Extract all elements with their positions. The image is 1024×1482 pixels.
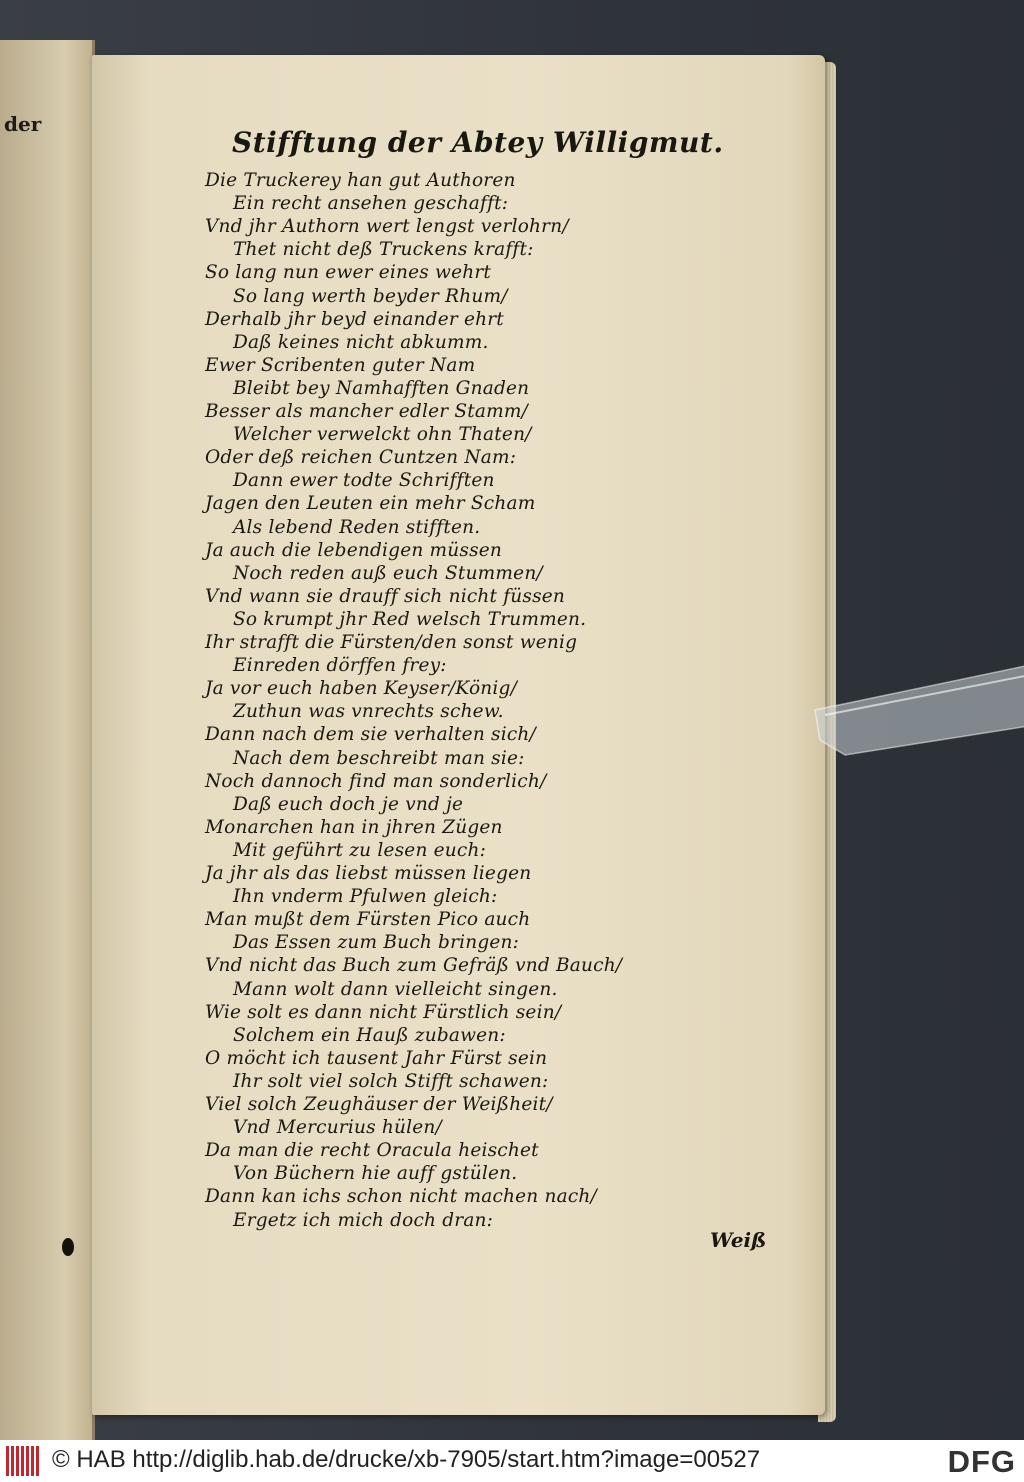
verse-line: So lang werth beyder Rhum/ bbox=[233, 285, 508, 307]
verse-line: Monarchen han in jhren Zügen bbox=[205, 816, 503, 838]
verse-line: Noch reden auß euch Stummen/ bbox=[233, 562, 543, 584]
ink-blot bbox=[62, 1238, 74, 1256]
verse-line: Ewer Scribenten guter Nam bbox=[205, 354, 476, 376]
barcode-icon bbox=[6, 1446, 40, 1476]
verse-line: Ja jhr als das liebst müssen liegen bbox=[205, 863, 532, 884]
verse-line: Ihn vnderm Pfulwen gleich: bbox=[233, 886, 498, 908]
verse-line: Welcher verwelckt ohn Thaten/ bbox=[233, 424, 532, 446]
verse-line: Bleibt bey Namhafften Gnaden bbox=[233, 377, 530, 399]
verse-line: Dann kan ichs schon nicht machen nach/ bbox=[205, 1186, 597, 1208]
verse-line: Als lebend Reden stifften. bbox=[233, 516, 481, 538]
verse-line: Die Truckerey han gut Authoren bbox=[205, 170, 516, 191]
catchword: Weiß bbox=[710, 1228, 767, 1252]
verse-line: Wie solt es dann nicht Fürstlich sein/ bbox=[205, 1001, 562, 1023]
verse-line: Man mußt dem Fürsten Pico auch bbox=[205, 909, 531, 931]
verse-line: Viel solch Zeughäuser der Weißheit/ bbox=[205, 1094, 553, 1115]
verse-line: Da man die recht Oracula heischet bbox=[205, 1140, 539, 1162]
verse-line: Von Büchern hie auff gstülen. bbox=[233, 1163, 518, 1185]
verse-line: Ihr solt viel solch Stifft schawen: bbox=[233, 1070, 549, 1092]
verse-line: Dann nach dem sie verhalten sich/ bbox=[205, 724, 536, 746]
verse-line: Einreden dörffen frey: bbox=[233, 655, 447, 677]
verse-line: Daß keines nicht abkumm. bbox=[233, 331, 489, 353]
verse-line: Ein recht ansehen geschafft: bbox=[233, 193, 509, 215]
verse-line: Vnd nicht das Buch zum Gefräß vnd Bauch/ bbox=[205, 955, 623, 977]
page-header: Stifftung der Abtey Willigmut. bbox=[232, 126, 724, 159]
copyright-link[interactable]: © HAB http://diglib.hab.de/drucke/xb-7905/start.htm?image=00527 bbox=[52, 1446, 761, 1473]
verse-line: Solchem ein Hauß zubawen: bbox=[233, 1024, 506, 1046]
verse-line: Nach dem beschreibt man sie: bbox=[233, 747, 525, 769]
verse-line: Zuthun was vnrechts schew. bbox=[233, 701, 504, 723]
verse-line: Jagen den Leuten ein mehr Scham bbox=[205, 493, 536, 515]
verse-line: So krumpt jhr Red welsch Trummen. bbox=[233, 608, 587, 630]
verse-line: Ja vor euch haben Keyser/König/ bbox=[205, 678, 518, 700]
verse-line: Oder deß reichen Cuntzen Nam: bbox=[205, 447, 517, 469]
dfg-logo: DFG bbox=[947, 1444, 1016, 1479]
verse-line: O möcht ich tausent Jahr Fürst sein bbox=[205, 1047, 548, 1069]
glass-page-weight bbox=[805, 640, 1024, 760]
left-page-text-fragment: der bbox=[4, 112, 42, 136]
verse-line: Dann ewer todte Schrifften bbox=[233, 470, 495, 492]
verse-line: Ihr strafft die Fürsten/den sonst wenig bbox=[205, 632, 578, 653]
verse-line: So lang nun ewer eines wehrt bbox=[205, 262, 492, 284]
verse-line: Vnd jhr Authorn wert lengst verlohrn/ bbox=[205, 216, 569, 238]
verse-line: Vnd Mercurius hülen/ bbox=[233, 1117, 442, 1139]
verse-line: Noch dannoch find man sonderlich/ bbox=[205, 770, 547, 792]
verse-line: Derhalb jhr beyd einander ehrt bbox=[205, 308, 504, 330]
verse-line: Ja auch die lebendigen müssen bbox=[205, 539, 503, 561]
footer-bar bbox=[0, 1440, 1024, 1482]
verse-line: Besser als mancher edler Stamm/ bbox=[205, 401, 528, 422]
left-page-edge bbox=[0, 40, 95, 1440]
verse-line: Mann wolt dann vielleicht singen. bbox=[233, 978, 558, 1000]
verse-line: Daß euch doch je vnd je bbox=[233, 793, 464, 815]
verse-line: Thet nicht deß Truckens krafft: bbox=[233, 239, 534, 261]
verse-line: Mit geführt zu lesen euch: bbox=[233, 839, 487, 861]
verse-line: Vnd wann sie drauff sich nicht füssen bbox=[205, 585, 566, 607]
verse-line: Ergetz ich mich doch dran: bbox=[233, 1209, 494, 1231]
verse-line: Das Essen zum Buch bringen: bbox=[233, 932, 520, 954]
